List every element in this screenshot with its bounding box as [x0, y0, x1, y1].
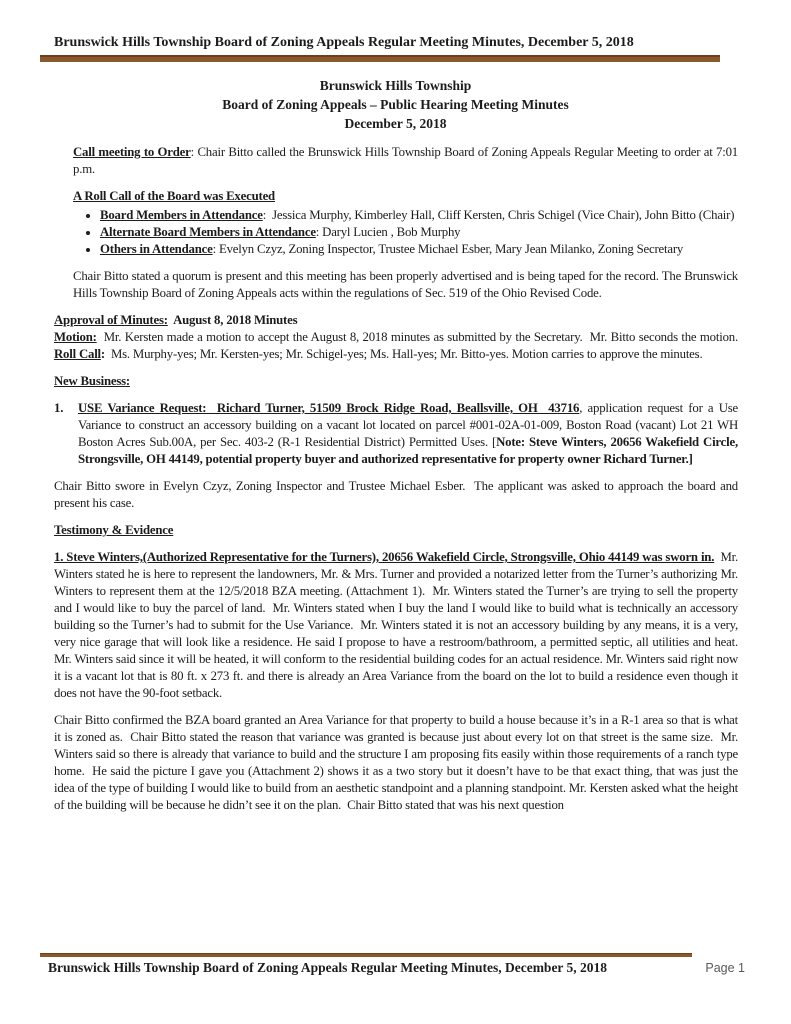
item-number: 1.: [54, 401, 64, 415]
page-footer: [40, 953, 751, 976]
testimony-heading: Testimony & Evidence: [54, 523, 174, 537]
attendance-list: [54, 207, 738, 258]
quorum-paragraph: Chair Bitto stated a quorum is present and this meeting has been properly advertised and is being taped for the record. The Brunswick Hills Township Board of Zoning Appeals acts within the regulations of Sec. 519 of the Ohio Revised Code.: [73, 269, 741, 300]
title-line-meeting: Board of Zoning Appeals – Public Hearing Meeting Minutes: [222, 97, 569, 112]
page-header: [40, 34, 720, 62]
roll-call-heading: A Roll Call of the Board was Executed: [73, 189, 275, 203]
title-line-date: December 5, 2018: [344, 116, 447, 131]
call-to-order: Call meeting to Order: Chair Bitto called the Brunswick Hills Township Board of Zoning Appeals Regular Meeting to order at 7:01 p.m.: [73, 145, 742, 176]
footer-title: Brunswick Hills Township Board of Zoning Appeals Regular Meeting Minutes, December 5, 2018: [48, 960, 608, 975]
swearing-in-paragraph: Chair Bitto swore in Evelyn Czyz, Zoning Inspector and Trustee Michael Esber. The applicant was asked to approach the board and present his case.: [54, 479, 741, 510]
winters-testimony-paragraph: 1. Steve Winters,(Authorized Representative for the Turners), 20656 Wakefield Circle, Strongsville, Ohio 44149 was sworn in. Mr. Winters stated he is here to represent the landowners, Mr. & Mrs. Turner and provided a notarized letter from the Turner’s authorizing Mr. Winters to represent them at the 12/5/2018 BZA meeting. (Attachment 1). Mr. Winters stated the Turner’s are trying to sell the property and I would like to buy the parcel of land. Mr. Winters stated when I buy the land I would like to build what is technically an accessory building so the Turner’s had to submit for the Use Variance. Mr. Winters stated it is not an accessory building by any means, it is a very, very nice garage that will look like a residence. He said I propose to have a restroom/bathroom, a permitted septic, all utilities and heat. Mr. Winters said since it will be heated, it will conform to the residential building codes for an actual residence. Mr. Winters said right now it is a vacant lot that is 80 ft. x 273 ft. and there is already an Area Variance from the board on the lot to build a residence even though it does not have the 90-foot setback.: [54, 550, 741, 700]
footer-row: [40, 960, 751, 976]
document-title-block: [0, 76, 791, 133]
page-number: Page 1: [705, 961, 745, 975]
title-line-township: Brunswick Hills Township: [319, 78, 472, 93]
header-rule: [40, 55, 720, 62]
list-item: • Board Members in Attendance: Jessica Murphy, Kimberley Hall, Cliff Kersten, Chris Schigel (Vice Chair), John Bitto (Chair): [100, 207, 738, 224]
variance-request-item: 1. USE Variance Request: Richard Turner, 51509 Brock Ridge Road, Beallsville, OH 43716, application request for a Use Variance to construct an accessory building on a vacant lot located on parcel #001-02A-01-009, Boston Road (vacant) Lot 21 WH Boston Acres Sub.00A, per Sec. 403-2 (R-1 Residential District) Permitted Uses. [Note: Steve Winters, 20656 Wakefield Circle, Strongsville, OH 44149, potential property buyer and authorized representative for property owner Richard Turner.]: [54, 401, 741, 466]
motion-paragraph: Motion: Mr. Kersten made a motion to accept the August 8, 2018 minutes as submitted by the Secretary. Mr. Bitto seconds the motion. Roll Call: Ms. Murphy-yes; Mr. Kersten-yes; Mr. Schigel-yes; Ms. Hall-yes; Mr. Bitto-yes. Motion carries to approve the minutes.: [54, 330, 744, 361]
bitto-confirmation-paragraph: Chair Bitto confirmed the BZA board granted an Area Variance for that property to build a house because it’s in a R-1 area so that is what it is zoned as. Chair Bitto stated the reason that variance was granted is because just about every lot on that street is the same size. Mr. Winters said so there is already that variance to build and the structure I am proposing fits easily within those requirements of a ranch type home. He said the picture I gave you (Attachment 2) shows it as a two story but it doesn’t have to be that exact thing, that was just the idea of the type of building I would like to build from an aesthetic standpoint and a planning standpoint. Mr. Kersten asked what the height of the building will be because he didn’t see it on the plan. Chair Bitto stated that was his next question: [54, 713, 741, 812]
list-item: • Others in Attendance: Evelyn Czyz, Zoning Inspector, Trustee Michael Esber, Mary Jean Milanko, Zoning Secretary: [100, 241, 738, 258]
header-title: Brunswick Hills Township Board of Zoning Appeals Regular Meeting Minutes, December 5, 2018: [54, 35, 634, 50]
approval-heading: Approval of Minutes: August 8, 2018 Minutes: [54, 313, 298, 327]
list-item: • Alternate Board Members in Attendance: Daryl Lucien , Bob Murphy: [100, 224, 738, 241]
new-business-heading: New Business:: [54, 374, 130, 388]
document-body: [54, 144, 744, 824]
footer-rule: [40, 953, 692, 957]
